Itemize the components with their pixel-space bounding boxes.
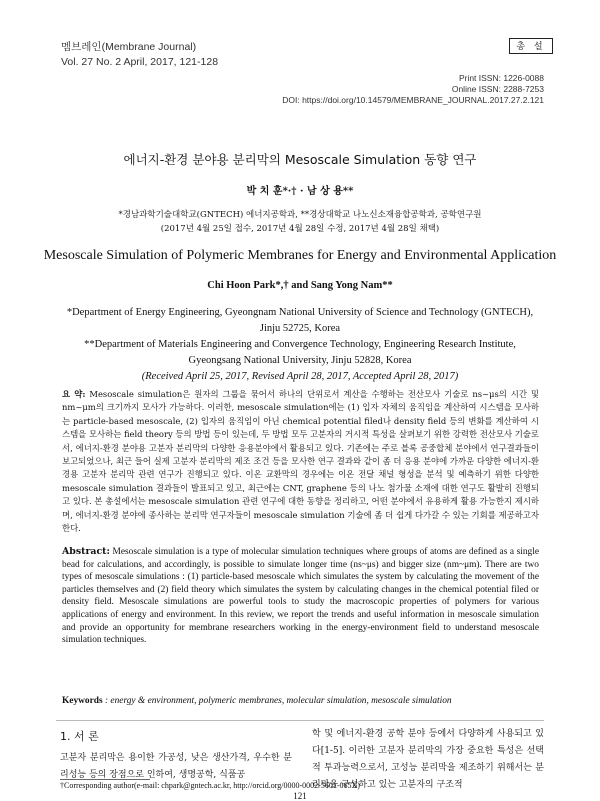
keywords: [62, 696, 542, 706]
korean-abstract-label: 요 약:: [62, 389, 86, 399]
footnote-divider: [60, 779, 150, 780]
journal-info: [61, 40, 218, 70]
issn-block: [282, 73, 544, 106]
english-title: Mesoscale Simulation of Polymeric Membranes for Energy and Environmental Application: [43, 248, 557, 263]
english-dates: (Received April 25, 2017, Revised April 28, 2017, Accepted April 28, 2017): [141, 371, 459, 382]
english-abstract-text: Mesoscale simulation is a type of molecular simulation techniques where groups of atoms are defined as a single bead for calculations, and accordingly, is possible to simulate longer time (ns~μs) and bigger size (nm~μm). There are two types of mesoscale simulations : (1) particle-based mesoscale which simulates the system by calculating the movement of the particles themselves and (2) field theory which simulates the system by calculating changes in the chemical potential filed or density field. Mesoscale simulations are powerful tools to study the macroscopic properties of polymers for various applications of energy and environment. In this review, we report the trends and useful information in mesoscale simulation and provide an opportunity for membrane researchers working in the energy-environment field to understand mesoscale simulation techniques.: [62, 547, 539, 646]
english-abstract-label: Abstract:: [62, 546, 110, 557]
korean-abstract: [62, 388, 539, 535]
keywords-label: Keywords: [62, 696, 103, 706]
korean-authors: 박 치 훈*·† · 남 상 용**: [246, 186, 354, 197]
korean-dates: (2017년 4월 25일 접수, 2017년 4월 28일 수정, 2017년 4월 28일 채택): [160, 224, 440, 234]
body-right-column: 학 및 에너지-환경 공학 분야 등에서 다양하게 사용되고 있다[1-5]. 이러한 고분자 분리막의 가장 중요한 특성은 선택적 투과능력으로서, 고성능 분리막을 제조하기 위해서는 분리막을 구성하고 있는 고분자의 구조적: [312, 729, 544, 790]
korean-affiliation: *경남과학기술대학교(GNTECH) 에너지공학과, **경상대학교 나노신소재융합공학과, 공학연구원: [118, 210, 482, 220]
footnote: †Corresponding author(e-mail: chpark@gntech.ac.kr, http://orcid.org/0000-0002-5601-065X): [60, 781, 360, 790]
page-number: 121: [293, 791, 307, 801]
body-left-column: 고분자 분리막은 용이한 가공성, 낮은 생산가격, 우수한 분리성능 등의 장점으로 인하여, 생명공학, 식품공: [60, 753, 292, 780]
volume-line: Vol. 27 No. 2 April, 2017, 121-128: [61, 56, 219, 68]
print-issn: Print ISSN: 1226-0088: [458, 73, 544, 83]
online-issn: Online ISSN: 2288-7253: [451, 84, 544, 94]
journal-name: 멤브레인(Membrane Journal): [61, 41, 197, 53]
english-abstract: [62, 546, 539, 647]
doi-link[interactable]: DOI: https://doi.org/10.14579/MEMBRANE_JOURNAL.2017.27.2.121: [282, 95, 544, 105]
korean-affiliation-block: [0, 208, 600, 236]
divider: [56, 720, 544, 721]
keywords-text: : energy & environment, polymeric membranes, molecular simulation, mesoscale simulation: [104, 696, 452, 706]
article-type-badge: 총 설: [509, 38, 553, 54]
english-authors: Chi Hoon Park*,† and Sang Yong Nam**: [207, 280, 393, 291]
korean-title: 에너지-환경 분야용 분리막의 Mesoscale Simulation 동향 연구: [123, 152, 477, 167]
english-affiliation-1: *Department of Energy Engineering, Gyeongnam National University of Science and Technology (GNTECH), Jinju 52725, Korea: [66, 307, 534, 334]
english-affiliation-2: **Department of Materials Engineering and Convergence Technology, Engineering Research Institute, Gyeongsang National University, Jinju 52828, Korea: [84, 339, 516, 366]
english-affiliation-block: [60, 305, 540, 385]
korean-abstract-text: Mesoscale simulation은 원자의 그룹을 묶어서 하나의 단위로서 계산을 수행하는 전산모사 기술로 ns~μs의 시간 및 nm~μm의 크기까지 모사가 가능하다. 이러한, mesoscale simulation에는 (1) 입자 자체의 움직임을 계산하여 시스템을 모사하는 particle-based mesoscale, (2) 입자의 움직임이 아닌 chemical potential filed나 density field 등의 변화를 계산하여 시스템을 모사하는 field theory 등의 방법 등이 있는데, 두 방법 모두 고분자의 거시적 특성을 살펴보기 위한 강력한 전산모사 기술로서, 에너지-환경 분야용 고분자 분리막의 다양한 응용분야에서 활용되고 있다. 기존에는 주로 블록 공중합체 분야에서 연구결과들이 보고되었으나, 최근 들어 실제 고분자 분리막의 제조 조건 등을 모사한 연구 결과와 같이 좀 더 응용 분야에 가까운 다양한 에너지-환경용 고분자 분리막 관련 연구가 진행되고 있다. 이온 교환막의 경우에는 이온 전달 채널 형성을 분석 및 예측하기 위한 다양한 mesoscale simulation 결과들이 발표되고 있고, 최근에는 CNT, graphene 등의 나노 첨가물 소재에 대한 연구도 활발히 진행되고 있다. 본 총설에서는 mesoscale simulation 관련 연구에 대한 동향을 정리하고, 어떤 분야에서 유용하게 활용 가능한지 제시하며, 에너지-환경 분야에 종사하는 분리막 연구자들이 mesoscale simulation 기술에 좀 더 쉽게 다가갈 수 있는 기회를 제공하고자 한다.: [62, 389, 539, 534]
section-title: 1. 서 론: [60, 730, 99, 743]
